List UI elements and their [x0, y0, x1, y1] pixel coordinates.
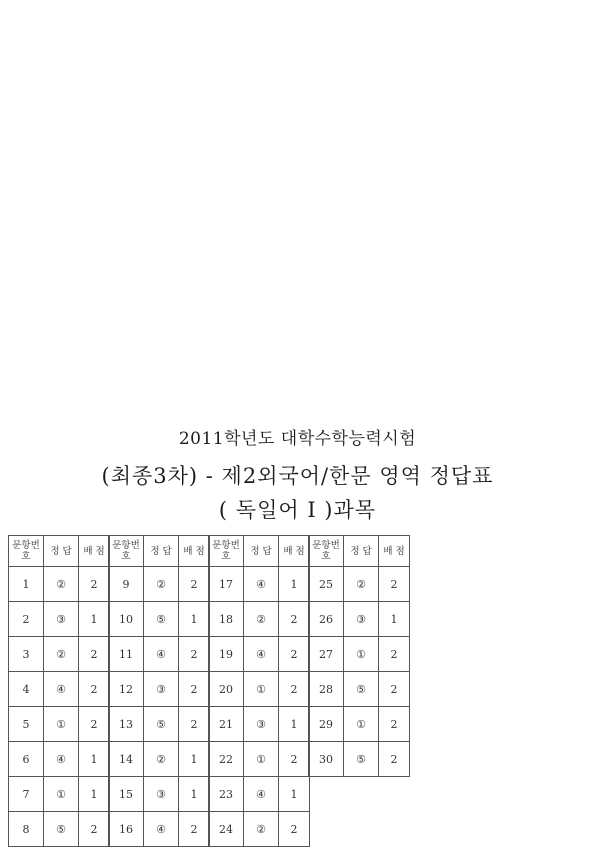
header-points: 배 점 [379, 536, 410, 567]
points-value: 2 [179, 812, 210, 847]
answer-group-4 [308, 535, 410, 777]
points-value: 2 [179, 637, 210, 672]
answer-group-3 [208, 535, 310, 847]
table-row [209, 637, 310, 672]
question-number: 6 [9, 742, 44, 777]
question-number: 7 [9, 777, 44, 812]
table-row [9, 707, 110, 742]
table-row [309, 602, 410, 637]
answer-value: ⑤ [344, 742, 379, 777]
question-number: 29 [309, 707, 344, 742]
points-value: 2 [79, 637, 110, 672]
answer-value: ③ [144, 777, 179, 812]
title-subject: ( 독일어 Ⅰ )과목 [218, 498, 377, 522]
answer-value: ③ [144, 672, 179, 707]
question-number: 23 [209, 777, 244, 812]
answer-value: ① [44, 707, 79, 742]
table-row [309, 637, 410, 672]
table-row [109, 777, 210, 812]
table-row [109, 672, 210, 707]
points-value: 1 [279, 707, 310, 742]
table-row [309, 742, 410, 777]
table-row [109, 637, 210, 672]
header-question-number: 문항번호 [309, 536, 344, 567]
table-row [109, 742, 210, 777]
points-value: 2 [379, 567, 410, 602]
points-value: 1 [379, 602, 410, 637]
header-answer: 정 답 [44, 536, 79, 567]
question-number: 9 [109, 567, 144, 602]
question-number: 14 [109, 742, 144, 777]
points-value: 2 [279, 812, 310, 847]
answer-group-2 [108, 535, 210, 847]
table-row [9, 742, 110, 777]
question-number: 19 [209, 637, 244, 672]
table-row [109, 812, 210, 847]
question-number: 8 [9, 812, 44, 847]
points-value: 2 [279, 742, 310, 777]
answer-value: ⑤ [144, 707, 179, 742]
points-value: 1 [79, 777, 110, 812]
answer-value: ④ [144, 637, 179, 672]
question-number: 30 [309, 742, 344, 777]
question-number: 22 [209, 742, 244, 777]
table-row [9, 777, 110, 812]
question-number: 10 [109, 602, 144, 637]
points-value: 2 [79, 812, 110, 847]
answer-value: ⑤ [344, 672, 379, 707]
points-value: 1 [179, 742, 210, 777]
table-row [109, 602, 210, 637]
answer-value: ① [344, 707, 379, 742]
header-answer: 정 답 [244, 536, 279, 567]
question-number: 21 [209, 707, 244, 742]
title-answer-sheet: (최종3차) - 제2외국어/한문 영역 정답표 [101, 464, 494, 488]
question-number: 16 [109, 812, 144, 847]
answer-value: ③ [344, 602, 379, 637]
points-value: 2 [79, 672, 110, 707]
question-number: 1 [9, 567, 44, 602]
points-value: 1 [279, 567, 310, 602]
points-value: 2 [79, 707, 110, 742]
table-row [109, 707, 210, 742]
answer-value: ④ [244, 567, 279, 602]
table-row [209, 707, 310, 742]
header-points: 배 점 [179, 536, 210, 567]
table-row [209, 567, 310, 602]
points-value: 2 [279, 602, 310, 637]
table-row [9, 567, 110, 602]
points-value: 1 [279, 777, 310, 812]
points-value: 2 [179, 707, 210, 742]
points-value: 1 [79, 602, 110, 637]
title-exam: 2011학년도 대학수학능력시험 [178, 429, 417, 449]
answer-value: ② [144, 742, 179, 777]
table-row [9, 637, 110, 672]
answer-value: ③ [44, 602, 79, 637]
question-number: 4 [9, 672, 44, 707]
header-points: 배 점 [79, 536, 110, 567]
answer-value: ④ [44, 672, 79, 707]
points-value: 2 [379, 637, 410, 672]
answer-value: ④ [44, 742, 79, 777]
header-question-number: 문항번호 [9, 536, 44, 567]
question-number: 20 [209, 672, 244, 707]
header-row [109, 536, 210, 567]
answer-value: ② [44, 637, 79, 672]
answer-value: ① [344, 637, 379, 672]
answer-value: ⑤ [144, 602, 179, 637]
question-number: 25 [309, 567, 344, 602]
table-row [109, 567, 210, 602]
points-value: 1 [179, 602, 210, 637]
question-number: 28 [309, 672, 344, 707]
answer-value: ④ [244, 637, 279, 672]
points-value: 2 [379, 672, 410, 707]
table-row [309, 707, 410, 742]
answer-value: ② [144, 567, 179, 602]
header-question-number: 문항번호 [209, 536, 244, 567]
header-row [9, 536, 110, 567]
table-row [9, 672, 110, 707]
points-value: 2 [279, 637, 310, 672]
table-row [209, 812, 310, 847]
answer-value: ④ [144, 812, 179, 847]
header-points: 배 점 [279, 536, 310, 567]
table-row [9, 812, 110, 847]
points-value: 2 [79, 567, 110, 602]
answer-value: ⑤ [44, 812, 79, 847]
answer-value: ① [44, 777, 79, 812]
answer-value: ② [244, 812, 279, 847]
header-answer: 정 답 [144, 536, 179, 567]
question-number: 2 [9, 602, 44, 637]
header-row [309, 536, 410, 567]
question-number: 24 [209, 812, 244, 847]
points-value: 2 [179, 672, 210, 707]
question-number: 17 [209, 567, 244, 602]
points-value: 1 [179, 777, 210, 812]
answer-group-1 [8, 535, 110, 847]
table-row [209, 672, 310, 707]
table-row [209, 742, 310, 777]
table-row [209, 777, 310, 812]
points-value: 1 [79, 742, 110, 777]
table-row [309, 567, 410, 602]
table-row [209, 602, 310, 637]
question-number: 12 [109, 672, 144, 707]
question-number: 26 [309, 602, 344, 637]
answer-value: ② [344, 567, 379, 602]
points-value: 2 [379, 707, 410, 742]
question-number: 5 [9, 707, 44, 742]
question-number: 15 [109, 777, 144, 812]
question-number: 11 [109, 637, 144, 672]
question-number: 3 [9, 637, 44, 672]
answer-value: ① [244, 742, 279, 777]
points-value: 2 [379, 742, 410, 777]
question-number: 18 [209, 602, 244, 637]
header-row [209, 536, 310, 567]
answer-value: ② [244, 602, 279, 637]
answer-value: ④ [244, 777, 279, 812]
table-row [309, 672, 410, 707]
question-number: 27 [309, 637, 344, 672]
answer-value: ① [244, 672, 279, 707]
points-value: 2 [279, 672, 310, 707]
answer-value: ② [44, 567, 79, 602]
table-row [9, 602, 110, 637]
header-question-number: 문항번호 [109, 536, 144, 567]
answer-value: ③ [244, 707, 279, 742]
question-number: 13 [109, 707, 144, 742]
header-answer: 정 답 [344, 536, 379, 567]
points-value: 2 [179, 567, 210, 602]
